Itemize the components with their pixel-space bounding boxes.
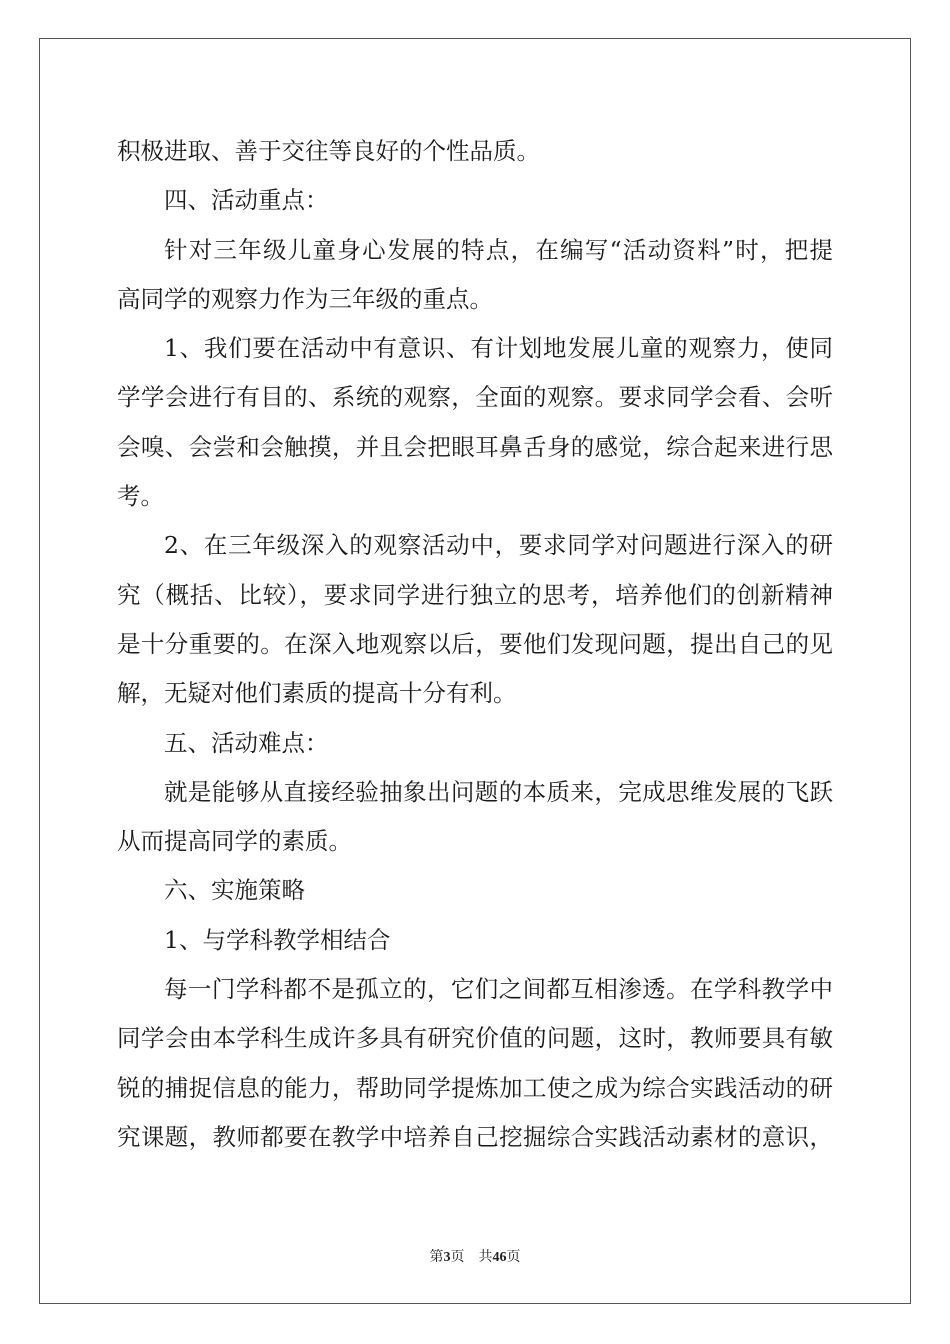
- text-line: 同学会由本学科生成许多具有研究价值的问题，这时，教师要具有敏: [117, 1024, 833, 1053]
- section-heading: 六、实施策略: [164, 876, 305, 905]
- text-line: 从而提高同学的素质。: [117, 827, 352, 856]
- text-line: 积极进取、善于交往等良好的个性品质。: [117, 137, 540, 165]
- text-line: 解，无疑对他们素质的提高十分有利。: [117, 679, 517, 708]
- text-line: 高同学的观察力作为三年级的重点。: [117, 284, 493, 313]
- text-line: 2、在三年级深入的观察活动中，要求同学对问题进行深入的研: [164, 531, 833, 560]
- text-line: 就是能够从直接经验抽象出问题的本质来，完成思维发展的飞跃: [164, 777, 833, 806]
- text-line: 1、我们要在活动中有意识、有计划地发展儿童的观察力，使同: [164, 334, 833, 363]
- text-line: 究（概括、比较），要求同学进行独立的思考，培养他们的创新精神: [117, 580, 833, 609]
- document-body: [117, 127, 833, 1162]
- text-line: 锐的捕捉信息的能力，帮助同学提炼加工使之成为综合实践活动的研: [117, 1073, 833, 1102]
- total-suffix: 页: [506, 1249, 521, 1265]
- page-footer: [0, 1246, 950, 1266]
- page-number: 3: [443, 1250, 451, 1265]
- total-pages: 46: [492, 1250, 507, 1265]
- subsection-heading: 1、与学科教学相结合: [164, 925, 391, 954]
- section-heading: 五、活动难点：: [164, 728, 329, 757]
- total-prefix: 共: [478, 1249, 493, 1265]
- text-line: 每一门学科都不是孤立的，它们之间都互相渗透。在学科教学中: [164, 975, 833, 1004]
- text-line: 学学会进行有目的、系统的观察，全面的观察。要求同学会看、会听: [117, 383, 833, 412]
- text-line: 会嗅、会尝和会触摸，并且会把眼耳鼻舌身的感觉，综合起来进行思: [117, 432, 833, 461]
- text-line: 是十分重要的。在深入地观察以后，要他们发现问题，提出自己的见: [117, 629, 833, 658]
- text-line: 究课题，教师都要在教学中培养自己挖掘综合实践活动素材的意识，: [117, 1122, 833, 1151]
- text-line: 考。: [117, 482, 164, 511]
- text-line: 针对三年级儿童身心发展的特点，在编写“活动资料”时，把提: [164, 235, 833, 264]
- section-heading: 四、活动重点：: [164, 186, 329, 215]
- page-prefix: 第: [429, 1249, 444, 1265]
- page-suffix: 页: [450, 1249, 465, 1265]
